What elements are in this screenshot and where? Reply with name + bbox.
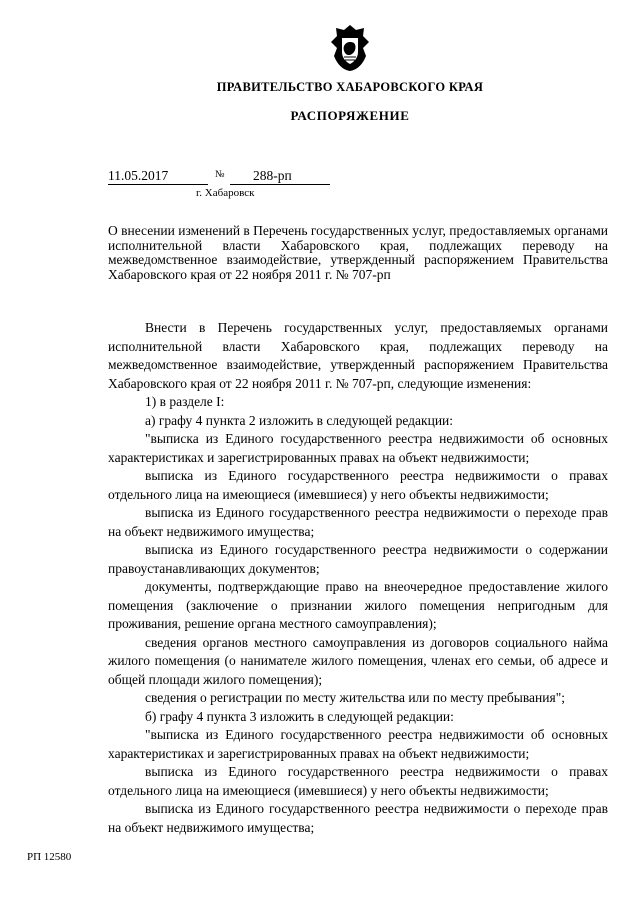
document-body <box>108 319 608 837</box>
body-paragraph: выписка из Единого государственного реестра недвижимости о переходе прав на объект недвижимого имущества; <box>108 505 608 539</box>
body-paragraph: сведения органов местного самоуправления из договоров социального найма жилого помещения (о нанимателе жилого помещения, членах его семьи, об адресе и общей площади жилого помещения); <box>108 634 608 687</box>
body-paragraph: выписка из Единого государственного реестра недвижимости о правах отдельного лица на имеющиеся (имевшиеся) у него объекты недвижимости; <box>108 764 608 798</box>
body-paragraph: 1) в разделе I: <box>145 394 225 409</box>
body-paragraph: выписка из Единого государственного реестра недвижимости о переходе прав на объект недвижимого имущества; <box>108 801 608 835</box>
document-city: г. Хабаровск <box>196 187 255 199</box>
body-paragraph: выписка из Единого государственного реестра недвижимости о правах отдельного лица на имеющиеся (имевшиеся) у него объекты недвижимости; <box>108 468 608 502</box>
body-paragraph: "выписка из Единого государственного реестра недвижимости об основных характеристиках и зарегистрированных правах на объект недвижимости; <box>108 727 608 761</box>
document-date: 11.05.2017 <box>108 168 169 183</box>
government-title: ПРАВИТЕЛЬСТВО ХАБАРОВСКОГО КРАЯ <box>216 80 484 94</box>
number-sign: № <box>215 169 225 180</box>
date-underline <box>108 184 208 185</box>
body-paragraph: сведения о регистрации по месту жительства или по месту пребывания"; <box>145 690 565 705</box>
body-paragraph: "выписка из Единого государственного реестра недвижимости об основных характеристиках и зарегистрированных правах на объект недвижимости; <box>108 431 608 465</box>
footer-code: РП 12580 <box>27 851 72 863</box>
body-paragraph: Внести в Перечень государственных услуг, предоставляемых органами исполнительной власти Хабаровского края, подлежащих переводу на межведомственное взаимодействие, утвержденный распоряжением Правительства Хабаровского края от 22 ноября 2011 г. № 707-рп, следующие изменения: <box>108 320 608 391</box>
document-type: РАСПОРЯЖЕНИЕ <box>290 108 410 123</box>
coat-of-arms-emblem <box>330 24 370 72</box>
body-paragraph: выписка из Единого государственного реестра недвижимости о содержании правоустанавливающих документов; <box>108 542 608 576</box>
document-subject: О внесении изменений в Перечень государственных услуг, предоставляемых органами исполнительной власти Хабаровского края, подлежащих переводу на межведомственное взаимодействие, утвержденный распоряжением Правительства Хабаровского края от 22 ноября 2011 г. № 707-рп <box>108 223 608 282</box>
document-number: 288-рп <box>253 168 292 183</box>
body-paragraph: а) графу 4 пункта 2 изложить в следующей редакции: <box>145 412 454 428</box>
number-underline <box>230 184 330 185</box>
body-paragraph: документы, подтверждающие право на внеочередное предоставление жилого помещения (заключение о признании жилого помещения непригодным для проживания, решение органа местного самоуправления); <box>108 579 608 631</box>
body-paragraph: б) графу 4 пункта 3 изложить в следующей редакции: <box>145 708 454 724</box>
